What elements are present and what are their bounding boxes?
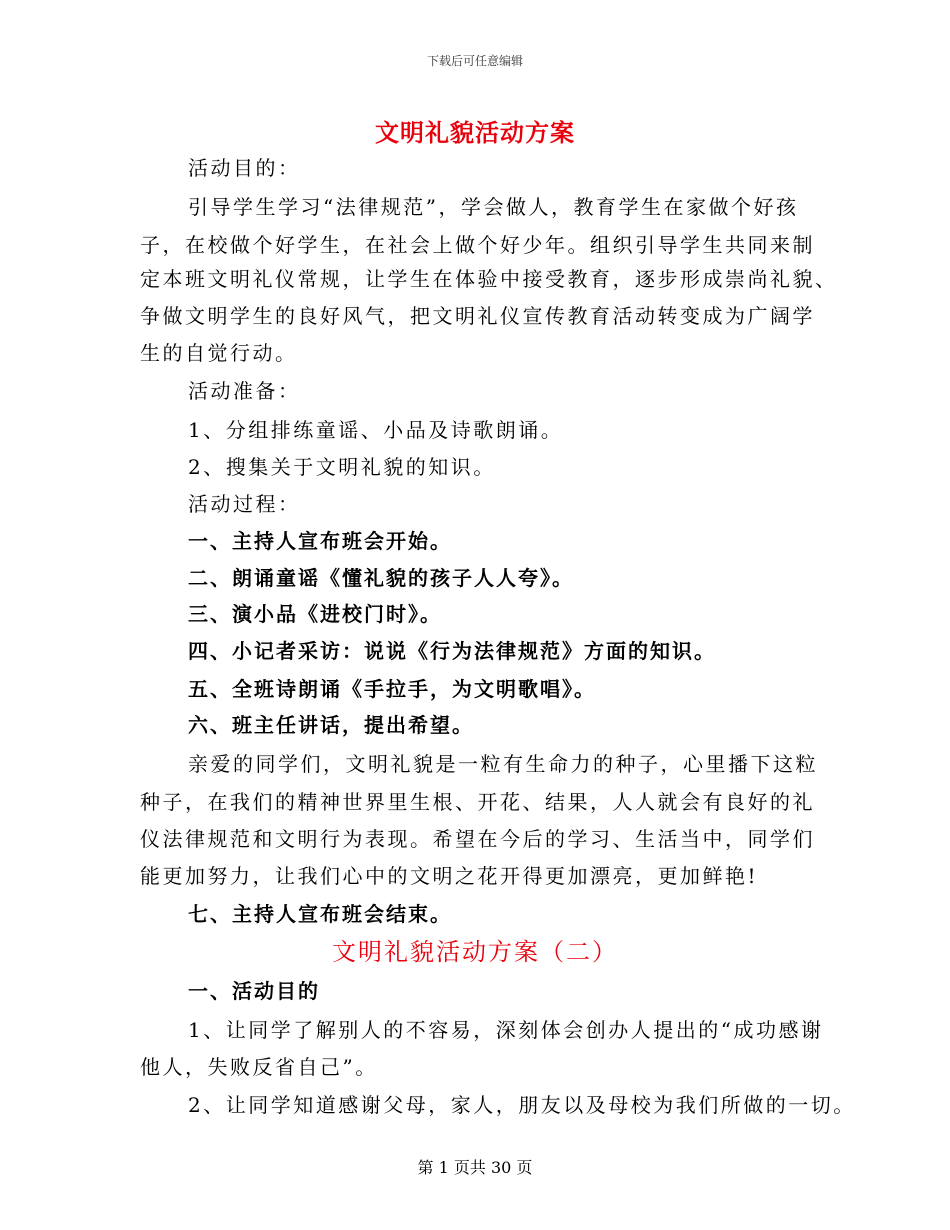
process-step-3: 三、演小品《进校门时》。 — [188, 602, 442, 626]
closing-step: 七、主持人宣布班会结束。 — [188, 902, 452, 926]
purpose-line-2: 子，在校做个好学生，在社会上做个好少年。组织引导学生共同来制 — [140, 233, 815, 257]
purpose-line-1: 引导学生学习“法律规范”，学会做人，教育学生在家做个好孩 — [188, 195, 799, 219]
purpose-heading: 活动目的： — [188, 156, 301, 180]
document-title: 文明礼貌活动方案 — [375, 118, 575, 147]
process-step-1: 一、主持人宣布班会开始。 — [188, 529, 452, 553]
process-step-2: 二、朗诵童谣《懂礼貌的孩子人人夸》。 — [188, 566, 574, 590]
prep-heading: 活动准备： — [188, 379, 301, 403]
purpose-line-3: 定本班文明礼仪常规，让学生在体验中接受教育，逐步形成崇尚礼貌、 — [140, 267, 838, 291]
second-item-2: 2、让同学知道感谢父母，家人，朋友以及母校为我们所做的一切。 — [188, 1093, 856, 1117]
purpose-line-4: 争做文明学生的良好风气，把文明礼仪宣传教育活动转变成为广阔学 — [140, 304, 815, 328]
process-step-6: 六、班主任讲话，提出希望。 — [188, 713, 474, 737]
second-item-1-cont: 他人，失败反省自己”。 — [140, 1055, 378, 1079]
prep-item-1: 1、分组排练童谣、小品及诗歌朗诵。 — [188, 418, 564, 442]
second-item-1: 1、让同学了解别人的不容易，深刻体会创办人提出的“成功感谢 — [188, 1018, 824, 1042]
second-heading: 一、活动目的 — [188, 979, 320, 1003]
process-heading: 活动过程： — [188, 492, 301, 516]
second-title: 文明礼貌活动方案（二） — [332, 938, 618, 966]
process-step-4: 四、小记者采访：说说《行为法律规范》方面的知识。 — [188, 639, 716, 663]
page-footer: 第 1 页共 30 页 — [417, 1158, 533, 1177]
speech-line-3: 仪法律规范和文明行为表现。希望在今后的学习、生活当中，同学们 — [140, 827, 815, 851]
purpose-line-5: 生的自觉行动。 — [140, 341, 298, 365]
speech-line-1: 亲爱的同学们，文明礼貌是一粒有生命力的种子，心里播下这粒 — [188, 752, 818, 776]
header-note: 下载后可任意编辑 — [426, 54, 523, 68]
speech-line-2: 种子，在我们的精神世界里生根、开花、结果，人人就会有良好的礼 — [140, 790, 815, 814]
speech-line-4: 能更加努力，让我们心中的文明之花开得更加漂亮，更加鲜艳! — [140, 864, 759, 888]
prep-item-2: 2、搜集关于文明礼貌的知识。 — [188, 455, 496, 479]
process-step-5: 五、全班诗朗诵《手拉手，为文明歌唱》。 — [188, 677, 596, 701]
